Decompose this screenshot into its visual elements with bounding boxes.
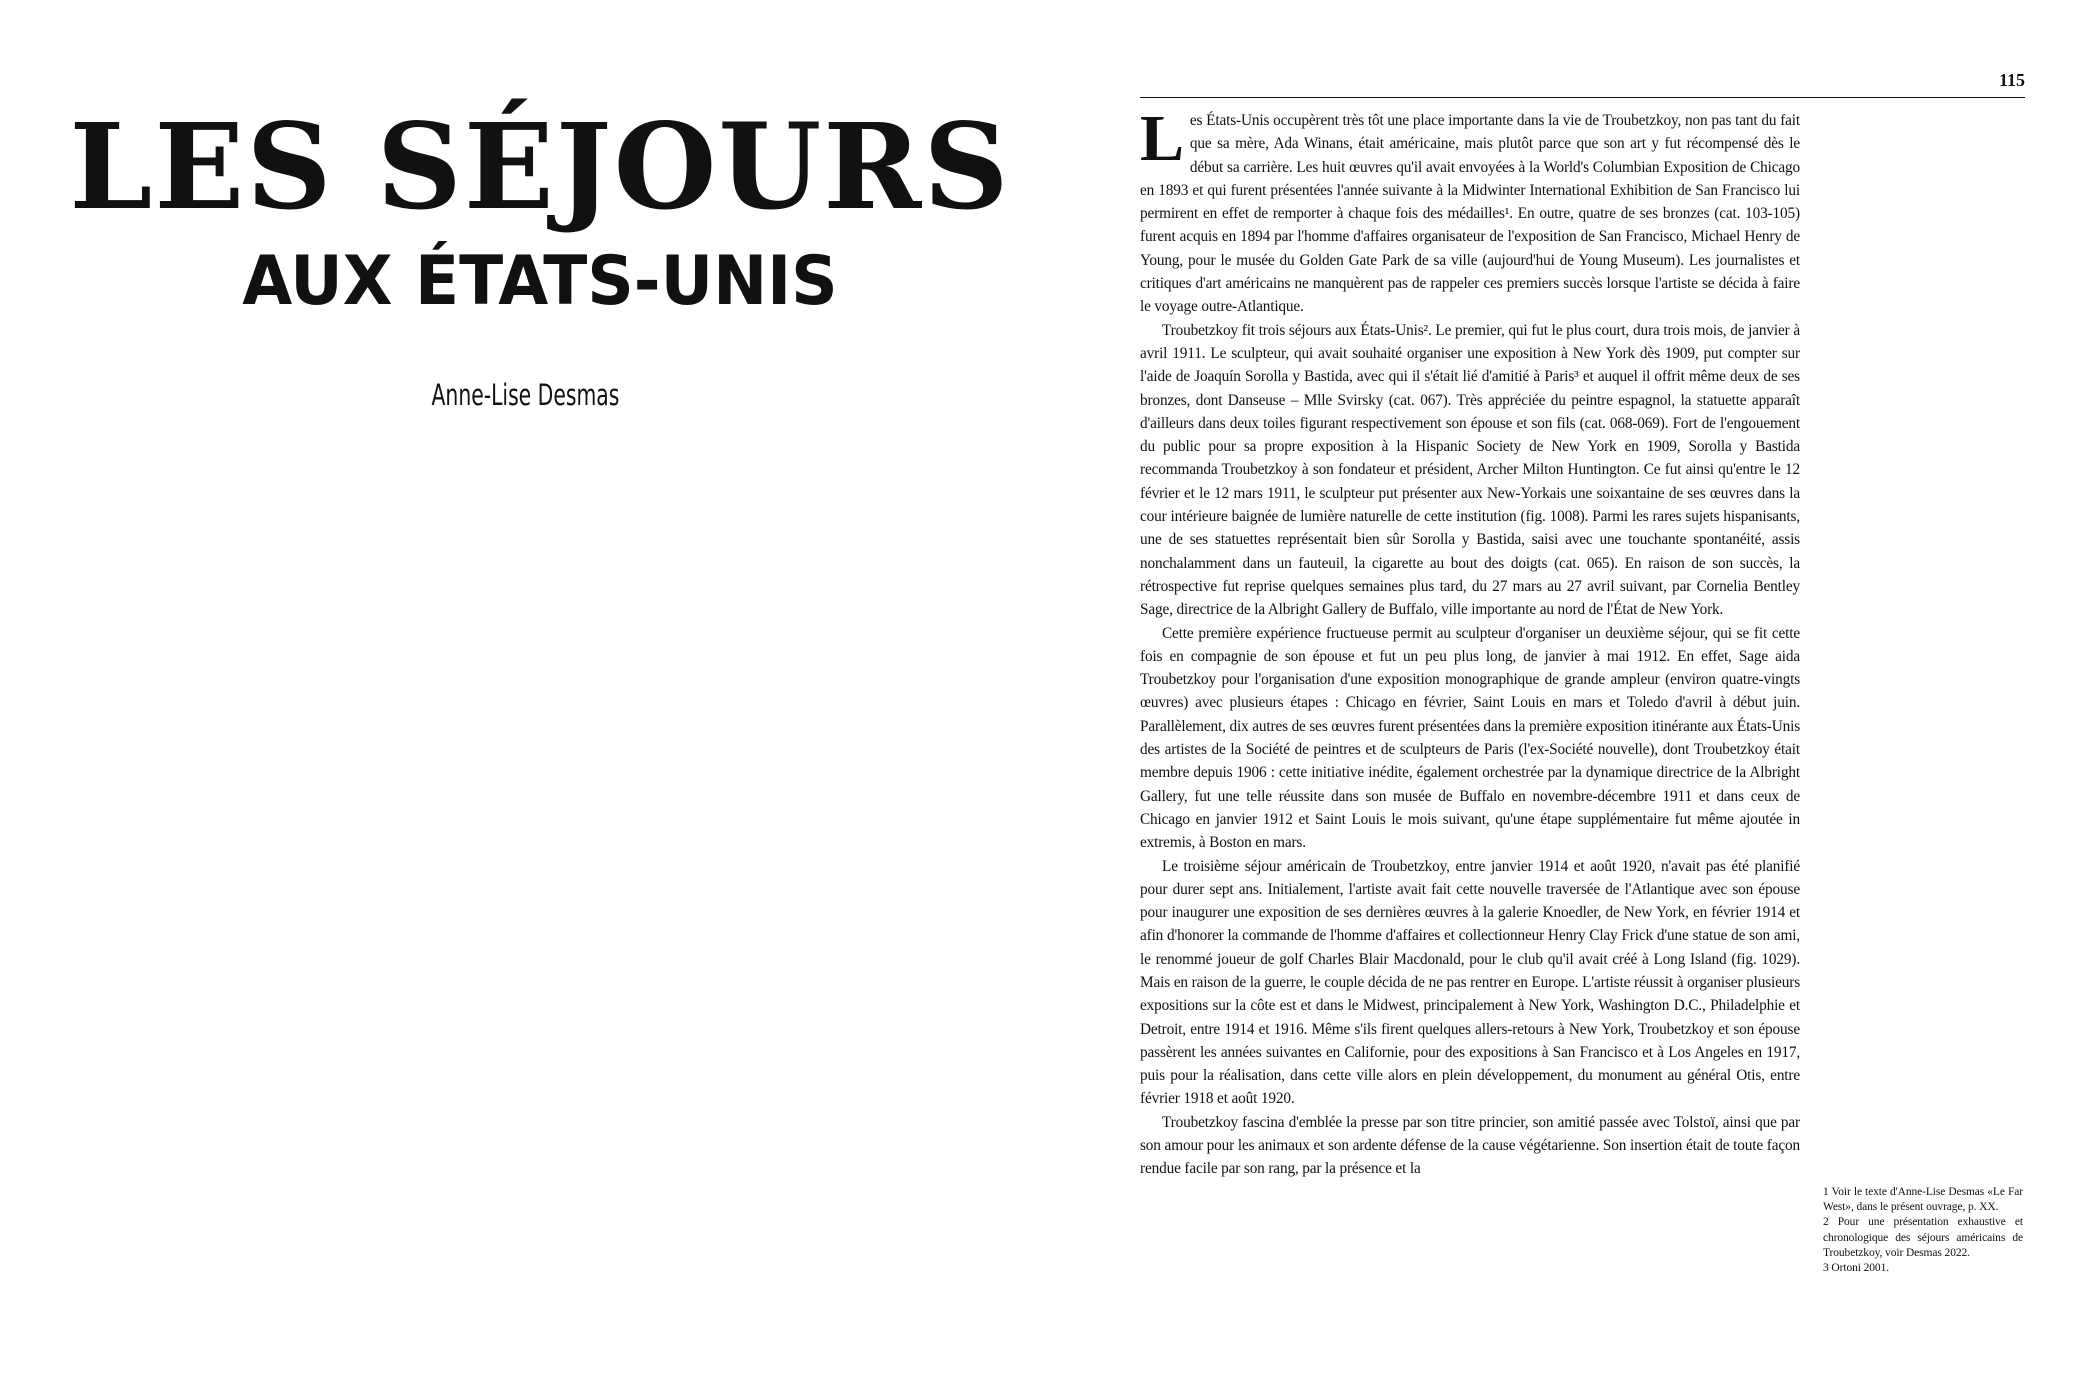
body-text [1140,102,1801,1181]
footnote: 2 Pour une présentation exhaustive et chronologique des séjours américains de Troubetzkoy, voir Desmas 2022. [1823,1216,2023,1259]
title-line-1: LES SÉJOURS [69,97,1011,236]
drop-cap: L [1140,102,1184,175]
author-name: Anne-Lise Desmas [431,378,620,412]
body-paragraph: Troubetzkoy fascina d'emblée la presse par son titre princier, son amitié passée avec Tolstoï, ainsi que par son amour pour les animaux et son ardente défense de la cause végétarienne. Son insertion était de toute façon rendue facile par son rang, par la présence et la [1140,1113,1800,1178]
footnote: 3 Ortoni 2001. [1823,1262,1889,1275]
chapter-title [0,97,1080,321]
body-paragraph: Le troisième séjour américain de Troubetzkoy, entre janvier 1914 et août 1920, n'avait pas été planifié pour durer sept ans. Initialement, l'artiste avait fait cette nouvelle traversée de l'Atlantique avec son épouse pour inaugurer une exposition de ses dernières œuvres à la galerie Knoedler, de New York, en février 1914 et afin d'honorer la commande de l'homme d'affaires et collectionneur Henry Clay Frick d'une statue de son ami, le renommé joueur de golf Charles Blair Macdonald, pour le club qu'il avait créé à Long Island (fig. 1029). Mais en raison de la guerre, le couple décida de ne pas rentrer en Europe. L'artiste réussit à organiser plusieurs expositions sur la côte est et dans le Midwest, principalement à New York, Washington D.C., Philadelphie et Detroit, entre 1914 et 1916. Même s'ils firent quelques allers-retours à New York, Troubetzkoy et son épouse passèrent les années suivantes en Californie, pour des expositions à San Francisco et à Los Angeles en 1917, puis pour la réalisation, dans cette ville alors en plein développement, du monument au général Otis, entre février 1918 et août 1920. [1140,857,1800,1108]
title-line-2: AUX ÉTATS-UNIS [242,242,838,321]
body-paragraph [1140,102,1800,319]
paragraph-text: es États-Unis occupèrent très tôt une place importante dans la vie de Troubetzkoy, non pas tant du fait que sa mère, Ada Winans, était américaine, mais plutôt parce que son art y fut récompensé dès le début sa carrière. Les huit œuvres qu'il avait envoyées à la World's Columbian Exposition de Chicago en 1893 et qui furent présentées l'année suivante à la Midwinter International Exhibition de San Francisco lui permirent en effet de remporter à chaque fois des médailles¹. En outre, quatre de ses bronzes (cat. 103-105) furent acquis en 1894 par l'homme d'affaires organisateur de l'exposition de San Francisco, Michael Henry de Young, pour le musée du Golden Gate Park de sa ville (aujourd'hui de Young Museum). Les journalistes et critiques d'art américains ne manquèrent pas de rappeler ces premiers succès lorsque l'artiste se décida à faire le voyage outre-Atlantique. [1140,112,1800,316]
body-paragraph: Cette première expérience fructueuse permit au sculpteur d'organiser un deuxième séjour, qui se fit cette fois en compagnie de son épouse et fut un peu plus long, de janvier à mai 1912. En effet, Sage aida Troubetzkoy pour l'organisation d'une exposition monographique de grande ampleur (environ quatre-vingts œuvres) avec plusieurs étapes : Chicago en février, Saint Louis en mars et Toledo d'avril à début juin. Parallèlement, dix autres de ses œuvres furent présentées dans la première exposition itinérante aux États-Unis des artistes de la Société de peintres et de sculpteurs de Paris (l'ex-Société nouvelle), dont Troubetzkoy était membre depuis 1906 : cette initiative inédite, également orchestrée par la dynamique directrice de la Albright Gallery, fut une telle réussite dans son musée de Buffalo en novembre-décembre 1911 et dans ceux de Chicago en janvier 1912 et Saint Louis le mois suivant, qu'une étape supplémentaire fut même ajoutée in extremis, à Boston en mars. [1140,624,1801,852]
footnotes [1823,1185,2023,1276]
page-number: 115 [1998,70,2025,90]
footnote: 1 Voir le texte d'Anne-Lise Desmas «Le Far West», dans le présent ouvrage, p. XX. [1823,1186,2023,1214]
body-paragraph: Troubetzkoy fit trois séjours aux États-Unis². Le premier, qui fut le plus court, dura trois mois, de janvier à avril 1911. Le sculpteur, qui avait souhaité organiser une exposition à New York dès 1909, put compter sur l'aide de Joaquín Sorolla y Bastida, avec qui il s'était lié d'amitié à Paris³ et auquel il offrit même deux de ses bronzes, dont Danseuse – Mlle Svirsky (cat. 067). Très appréciée du peintre espagnol, la statuette apparaît d'ailleurs dans deux toiles figurant respectivement son épouse et son fils (cat. 068-069). Fort de l'engouement du public pour sa propre exposition à la Hispanic Society de New York en 1909, Sorolla y Bastida recommanda Troubetzkoy à son fondateur et président, Archer Milton Huntington. Ce fut ainsi qu'entre le 12 février et le 12 mars 1911, le sculpteur put présenter aux New-Yorkais une soixantaine de ses œuvres dans la cour intérieure baignée de lumière naturelle de cette institution (fig. 1008). Parmi les rares sujets hispanisants, une de ses statuettes représentait bien sûr Sorolla y Bastida, saisi avec une touchante spontanéité, assis nonchalamment dans un fauteuil, la cigarette au bout des doigts (cat. 065). En raison de son succès, la rétrospective fut reprise quelques semaines plus tard, du 27 mars au 27 avril suivant, par Cornelia Bentley Sage, directrice de la Albright Gallery de Buffalo, ville importante au nord de l'État de New York. [1140,321,1800,619]
header-rule [1140,97,2025,98]
